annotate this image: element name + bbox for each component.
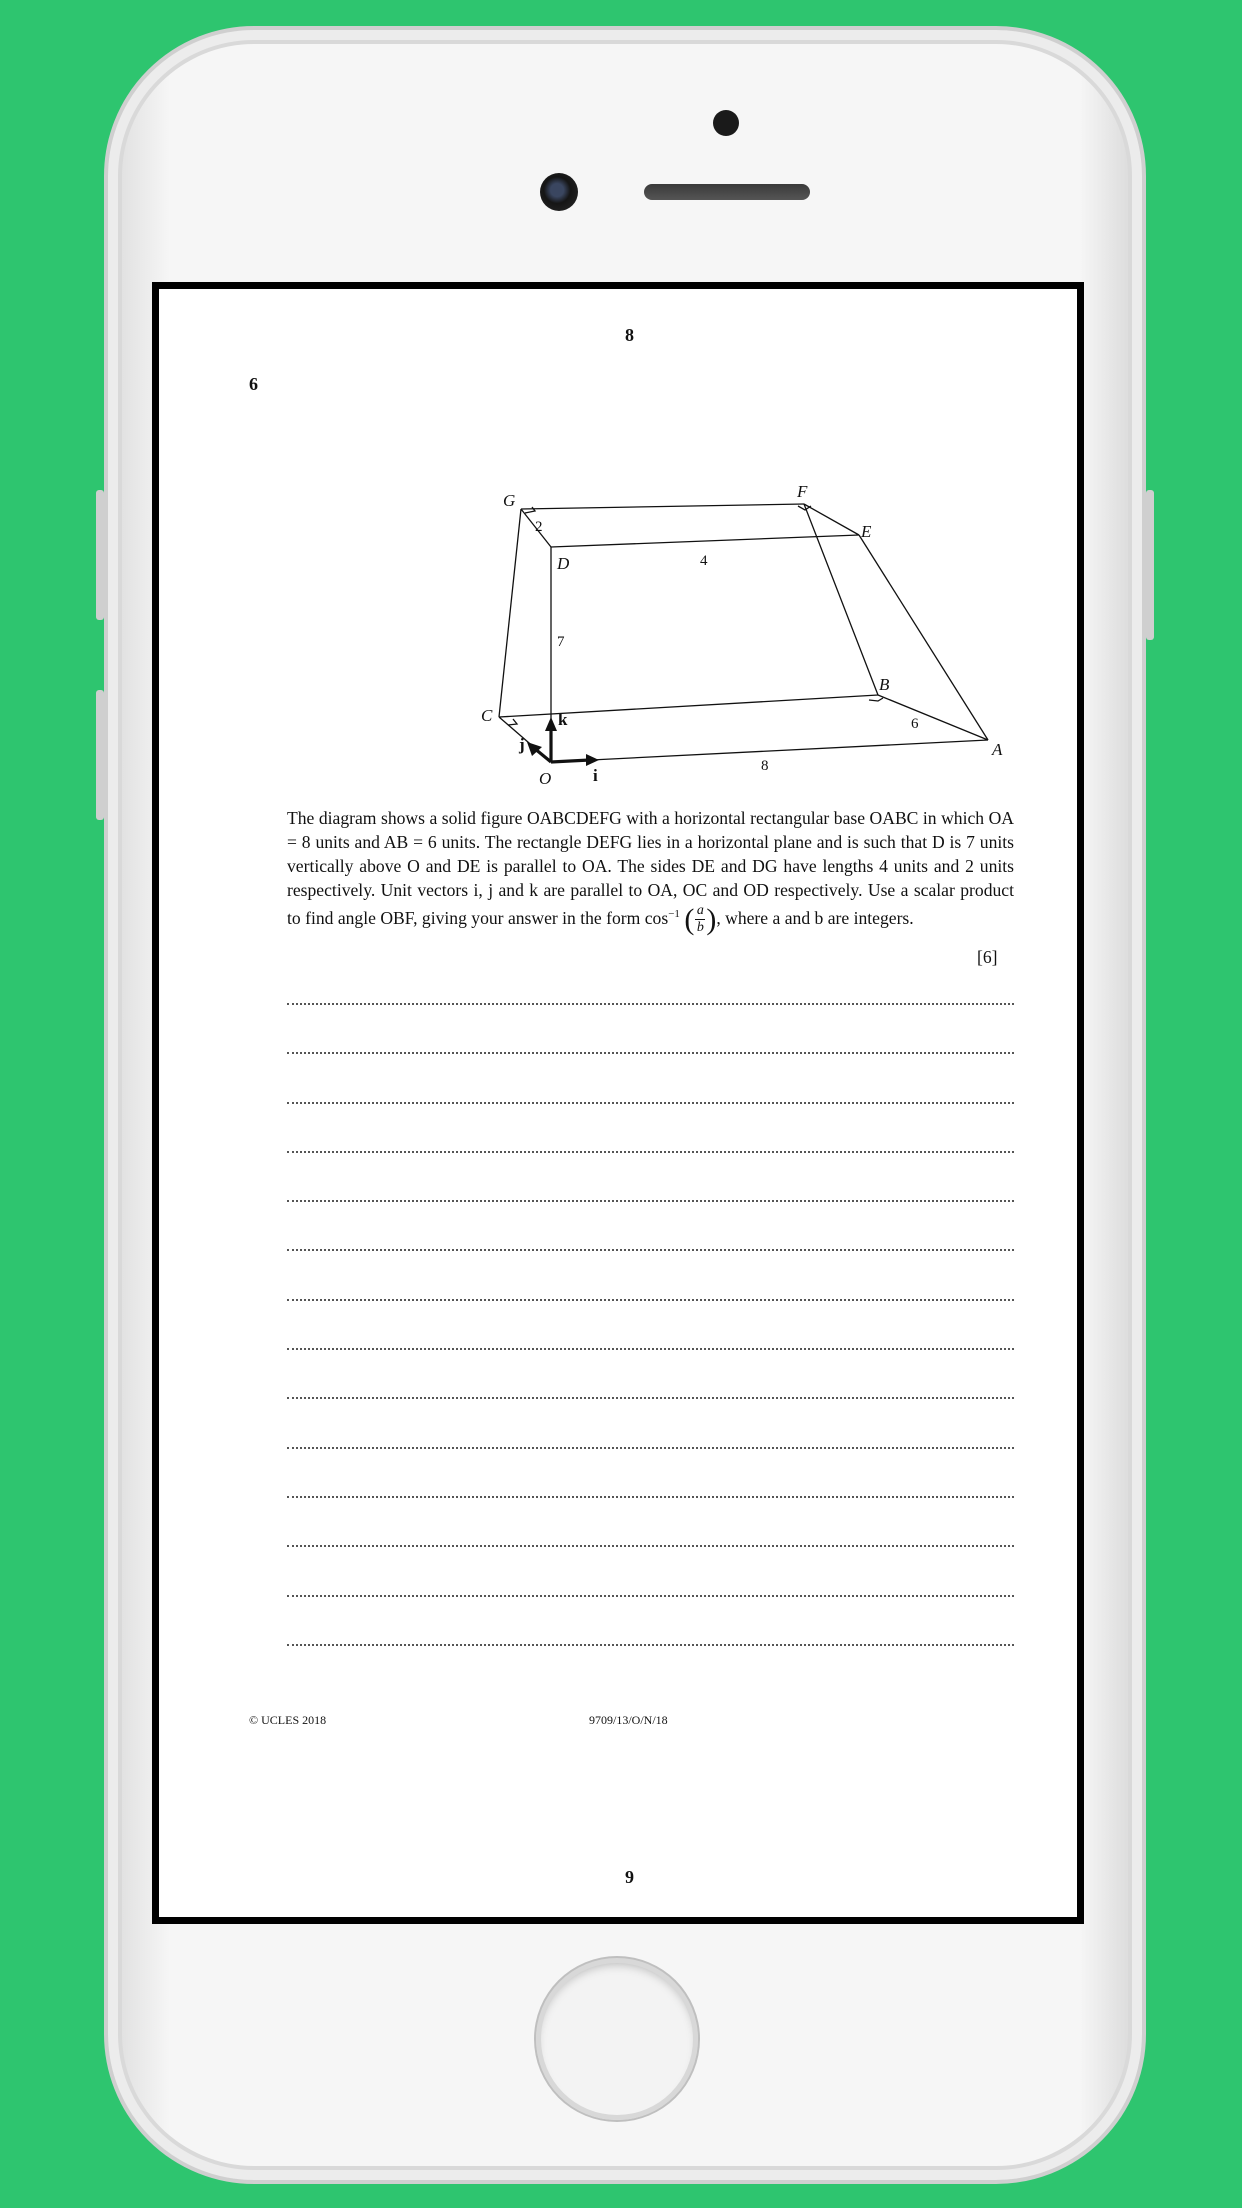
label-D: D: [557, 554, 570, 573]
answer-line[interactable]: [287, 1052, 1014, 1054]
fraction-a-over-b: $\frac{a}{b}$: [696, 903, 704, 936]
length-label-6: 6: [911, 716, 919, 732]
answer-line[interactable]: [287, 1644, 1014, 1646]
answer-line[interactable]: [287, 1595, 1014, 1597]
vector-label-i: i: [593, 766, 598, 785]
label-E: E: [861, 522, 872, 541]
length-label-4: 4: [700, 553, 708, 569]
home-button[interactable]: [536, 1958, 698, 2120]
answer-line[interactable]: [287, 1102, 1014, 1104]
answer-line[interactable]: [287, 1249, 1014, 1251]
label-G: G: [503, 491, 516, 510]
volume-up-button: [96, 490, 104, 620]
footer-paper-code: 9709/13/O/N/18: [589, 1713, 668, 1727]
label-C: C: [481, 706, 493, 725]
answer-line[interactable]: [287, 1397, 1014, 1399]
question-number: 6: [249, 374, 258, 394]
exam-page[interactable]: [159, 289, 1077, 1917]
length-label-2: 2: [535, 519, 543, 535]
vector-label-j: j: [519, 735, 525, 754]
label-A: A: [992, 740, 1003, 759]
vector-label-k: k: [558, 710, 568, 729]
earpiece-speaker: [644, 184, 810, 200]
phone-screen: [152, 282, 1084, 1924]
answer-line[interactable]: [287, 1299, 1014, 1301]
length-label-7: 7: [557, 634, 565, 650]
bottom-page-number: 9: [625, 1867, 634, 1887]
answer-line[interactable]: [287, 1003, 1014, 1005]
front-camera-icon: [540, 173, 578, 211]
label-B: B: [879, 675, 890, 694]
solid-figure-diagram: [455, 389, 1015, 789]
top-page-number: 8: [625, 325, 634, 345]
label-F: F: [797, 482, 808, 501]
answer-lines[interactable]: [287, 1003, 1014, 1693]
answer-line[interactable]: [287, 1496, 1014, 1498]
answer-line[interactable]: [287, 1200, 1014, 1202]
answer-line[interactable]: [287, 1447, 1014, 1449]
answer-line[interactable]: [287, 1545, 1014, 1547]
volume-down-button: [96, 690, 104, 820]
power-button: [1146, 490, 1154, 640]
question-text: The diagram shows a solid figure OABCDEFG with a horizontal rectangular base OABC in which OA = 8 units and AB = 6 units. The rectangle DEFG lies in a horizontal plane and is such that D is 7 units vertically above O and DE is parallel to OA. The sides DE and DG have lengths 4 units and 2 units respectively. Unit vectors i, j and k are parallel to OA, OC and OD respectively. Use a scalar product to find angle OBF, giving your answer in the form $\cos^{-1}$ ( $\frac{a}{b}$ ), where a and b are integers.: [287, 808, 1014, 936]
answer-line[interactable]: [287, 1151, 1014, 1153]
marks-allocation: [6]: [977, 947, 998, 967]
footer-copyright: © UCLES 2018: [249, 1713, 327, 1727]
proximity-sensor: [713, 110, 739, 136]
label-O: O: [539, 769, 552, 788]
length-label-8: 8: [761, 758, 769, 774]
answer-line[interactable]: [287, 1348, 1014, 1350]
